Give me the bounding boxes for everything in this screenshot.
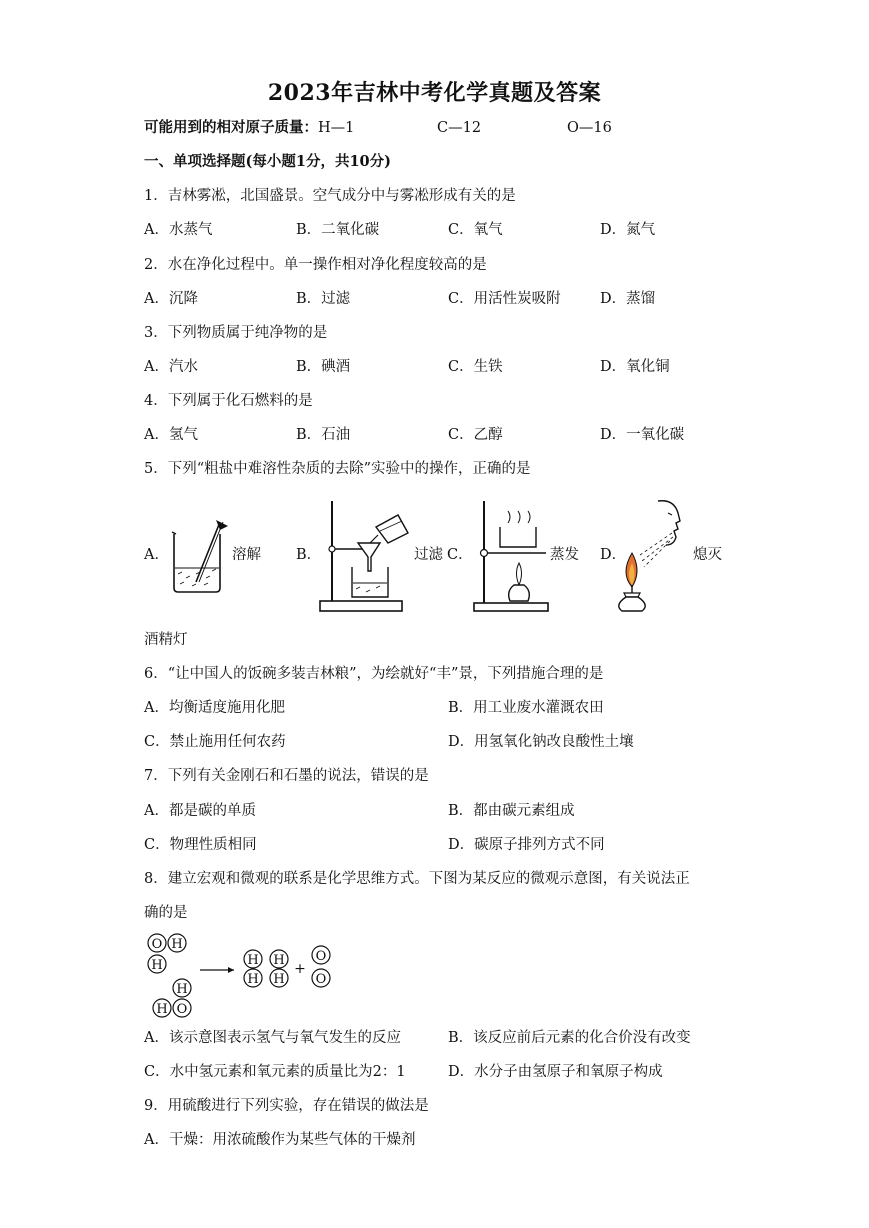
q7-option-d: D．碳原子排列方式不同 [448,837,605,853]
page-title: 2023年吉林中考化学真题及答案 [267,80,602,106]
atom-h-label: H [247,953,259,968]
atomic-mass-o: O—16 [567,120,612,136]
filter-figure [318,497,414,613]
q5-option-b-text: 过滤 [414,547,443,563]
q9-option-a: A．干燥：用浓硫酸作为某些气体的干燥剂 [144,1132,416,1148]
q5-stem: 5．下列“粗盐中难溶性杂质的去除”实验中的操作，正确的是 [144,461,531,477]
q3-stem: 3．下列物质属于纯净物的是 [144,325,328,341]
q8-option-a: A．该示意图表示氢气与氧气发生的反应 [144,1030,401,1046]
atomic-mass-h: H—1 [318,120,355,136]
q7-option-c: C．物理性质相同 [144,837,257,853]
q6-stem: 6．“让中国人的饭碗多装吉林粮”，为绘就好“丰”景，下列措施合理的是 [144,666,604,682]
q8-option-d: D．水分子由氢原子和氧原子构成 [448,1064,663,1080]
q3-option-c: C．生铁 [448,359,503,375]
q6-option-c: C．禁止施用任何农药 [144,734,286,750]
atom-h-label: H [176,982,188,997]
q8-option-b: B．该反应前后元素的化合价没有改变 [448,1030,691,1046]
q8-stem-line2: 确的是 [144,905,188,921]
evaporate-figure [470,497,552,613]
q5-option-b-letter: B． [296,547,322,563]
q8-stem-line1: 8．建立宏观和微观的联系是化学思维方式。下图为某反应的微观示意图，有关说法正 [144,871,690,887]
q5-trailing-text: 酒精灯 [144,632,188,648]
atom-o-label: O [315,949,327,964]
q4-stem: 4．下列属于化石燃料的是 [144,393,313,409]
atom-o-label: O [176,1002,188,1017]
q4-option-a: A．氢气 [144,427,198,443]
q6-option-b: B．用工业废水灌溉农田 [448,700,604,716]
q4-option-c: C．乙醇 [448,427,503,443]
q9-stem: 9．用硫酸进行下列实验，存在错误的做法是 [144,1098,429,1114]
reaction-arrow-icon [228,967,234,973]
q1-option-b: B．二氧化碳 [296,222,380,238]
atom-h-label: H [273,972,285,987]
q4-option-b: B．石油 [296,427,351,443]
q1-option-a: A．水蒸气 [144,222,213,238]
q5-option-a-text: 溶解 [232,547,261,563]
q8-option-c: C．水中氢元素和氧元素的质量比为2：1 [144,1064,406,1080]
atom-h-label: H [247,972,259,987]
blow-out-figure [618,497,694,613]
q5-option-c-text: 蒸发 [550,547,579,563]
q7-option-a: A．都是碳的单质 [144,803,256,819]
q1-stem: 1．吉林雾凇，北国盛景。空气成分中与雾凇形成有关的是 [144,188,516,204]
atomic-mass-label: 可能用到的相对原子质量： [144,119,318,136]
q2-option-a: A．沉降 [144,291,198,307]
reaction-diagram [144,930,344,1022]
q1-option-d: D．氮气 [600,222,656,238]
atomic-mass-line [144,118,354,138]
atom-o-label: O [315,972,327,987]
dissolve-figure [168,512,230,594]
q4-option-d: D．一氧化碳 [600,427,685,443]
q5-option-c-letter: C． [447,547,473,563]
q3-option-d: D．氧化铜 [600,359,670,375]
q7-option-b: B．都由碳元素组成 [448,803,575,819]
q3-option-b: B．碘酒 [296,359,351,375]
q5-option-a-letter: A． [144,547,169,563]
q1-option-c: C．氧气 [448,222,503,238]
q6-option-d: D．用氢氧化钠改良酸性土壤 [448,734,634,750]
section-header: 一、单项选择题(每小题1分，共10分) [144,153,391,170]
q2-stem: 2．水在净化过程中。单一操作相对净化程度较高的是 [144,257,487,273]
atom-o-label: O [151,937,163,952]
q2-option-b: B．过滤 [296,291,351,307]
atom-h-label: H [151,958,163,973]
atom-h-label: H [273,953,285,968]
q2-option-c: C．用活性炭吸附 [448,291,561,307]
q7-stem: 7．下列有关金刚石和石墨的说法，错误的是 [144,768,429,784]
atomic-mass-c: C—12 [437,120,482,136]
q2-option-d: D．蒸馏 [600,291,656,307]
plus-sign: + [294,961,306,977]
atom-h-label: H [171,937,183,952]
q6-option-a: A．均衡适度施用化肥 [144,700,285,716]
q5-option-d-letter: D． [600,547,627,563]
atom-h-label: H [156,1002,168,1017]
q5-option-d-text: 熄灭 [693,547,722,563]
q3-option-a: A．汽水 [144,359,198,375]
